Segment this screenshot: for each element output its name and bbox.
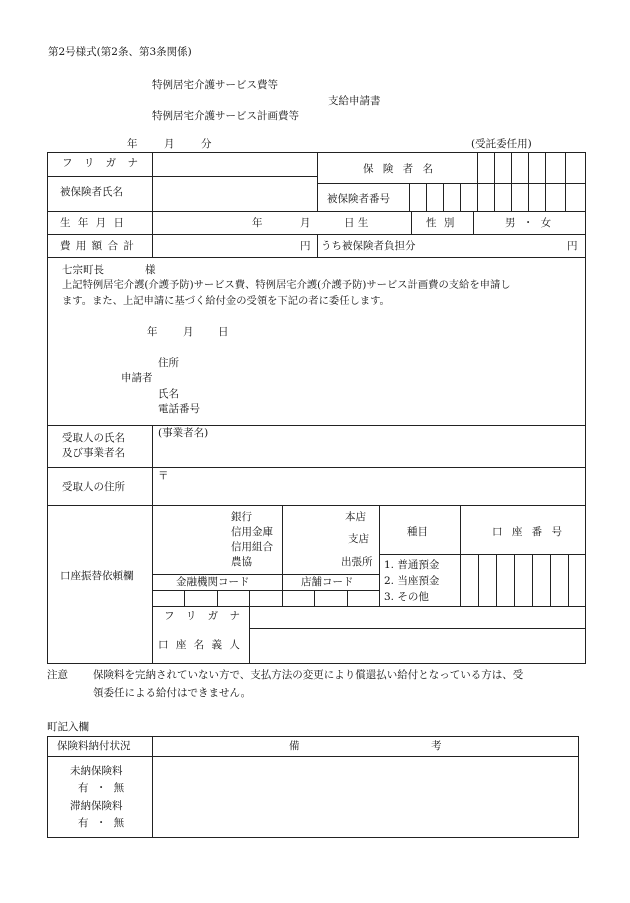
app-date-month: 月 [183,326,194,338]
vline-num-0 [409,183,410,211]
burden-yen: 円 [567,240,578,252]
town-vline [152,736,153,838]
app-date-day: 日 [218,326,229,338]
branch-head: 本店 [345,511,366,523]
label-payment-status: 保険料納付状況 [57,740,131,752]
label-name: 氏名 [158,388,179,400]
label-insured-name: 被保険者氏名 [60,186,123,198]
vline-bank-mid [282,505,283,606]
label-recipient-name-1: 受取人の氏名 [62,432,125,444]
label-recipient-name-2: 及び事業者名 [62,447,125,459]
bank-type-shinkin: 信用金庫 [231,526,273,538]
vline-num-1 [426,183,427,211]
line-furigana [47,176,317,177]
label-phone: 電話番号 [158,403,200,415]
overdue-options[interactable]: 有 ・ 無 [78,817,127,829]
vline-code-2 [217,590,218,606]
label-cost-total: 費 用 額 合 計 [60,240,135,252]
label-unpaid: 未納保険料 [70,765,123,777]
label-address: 住所 [158,357,179,369]
vline-recipient [152,425,153,505]
vline-acct-5 [550,554,551,606]
label-remarks-1: 備 [289,740,300,752]
gender-options[interactable]: 男 ・ 女 [505,217,554,229]
label-remarks-2: 考 [431,740,442,752]
form-title-line1: 特例居宅介護サービス費等 [152,79,278,91]
vline-acct-3 [514,554,515,606]
bank-type-kumiai: 信用組合 [231,541,273,553]
vline-holder [249,606,250,664]
birthdate-month: 月 [300,217,311,229]
line-bank-header [379,554,586,555]
vline-bank-left [152,505,153,664]
application-text-2: ます。また、上記申請に基づく給付金の受領を下記の者に委任します。 [62,295,390,307]
label-applicant: 申請者 [121,372,153,384]
label-recipient-address: 受取人の住所 [62,481,125,493]
label-bank-transfer: 口座振替依頼欄 [60,570,134,582]
line-bank-code2 [152,590,379,591]
line-r3 [47,257,586,258]
vline-num-8 [545,152,546,211]
birthdate-day: 日 生 [344,217,369,229]
birthdate-year: 年 [252,217,263,229]
business-name-field[interactable]: (事業者名) [158,427,209,439]
header-year: 年 [127,138,138,150]
addressee: 七宗町長 [62,264,104,276]
vline-num-5 [494,152,495,211]
delegation-label: (受託委任用) [471,138,532,150]
vline-num-7 [528,152,529,211]
note-line-2: 領委任による給付はできません。 [93,687,252,699]
application-text-1: 上記特例居宅介護(介護予防)サービス費、特例居宅介護(介護予防)サービス計画費の支給を申請し [62,279,511,291]
branch-branch: 支店 [348,533,369,545]
vline-acct-1 [478,554,479,606]
label-insurer-name: 保 険 者 名 [363,163,437,175]
label-insured-number: 被保険者番号 [327,193,390,205]
form-number: 第2号様式(第2条、第3条関係) [48,46,192,58]
note-line-1: 保険料を完納されていない方で、支払方法の変更により償還払い給付となっている方は、受 [93,669,524,681]
vline-acct-6 [568,554,569,606]
town-section-title: 町記入欄 [47,721,89,733]
honorific: 様 [145,264,156,276]
label-burden: うち被保険者負担分 [321,240,416,252]
cost-yen: 円 [300,240,311,252]
label-overdue: 滞納保険料 [70,800,123,812]
bank-type-bank: 銀行 [231,511,252,523]
vline-acct-4 [532,554,533,606]
header-month: 月 [164,138,175,150]
vline-num-4 [477,152,478,211]
line-r4 [47,425,586,426]
line-r6 [47,505,586,506]
vline-label [152,152,153,257]
label-account-number: 口 座 番 号 [492,526,566,538]
line-r5 [47,467,586,468]
vline-cost [317,234,318,257]
town-line-header [47,756,579,757]
vline-bank-type [379,505,380,606]
form-title-right: 支給申請書 [328,95,381,107]
account-type-3[interactable]: 3. その他 [384,591,429,603]
label-birthdate: 生 年 月 日 [60,217,127,229]
vline-num-6 [511,152,512,211]
line-bank-code [152,574,379,575]
vline-code-1 [184,590,185,606]
account-type-2[interactable]: 2. 当座預金 [384,575,440,587]
unpaid-options[interactable]: 有 ・ 無 [78,782,127,794]
vline-num-9 [565,152,566,211]
vline-code-5 [347,590,348,606]
vline-num-2 [443,183,444,211]
vline-gender2 [473,211,474,234]
vline-code-3 [249,590,250,606]
bank-type-nokyo: 農協 [231,556,252,568]
postal-mark: 〒 [158,470,169,482]
label-bank-code: 金融機関コード [176,576,250,588]
vline-num-3 [460,183,461,211]
app-date-year: 年 [147,326,158,338]
header-portion: 分 [201,138,212,150]
line-holder-furigana [249,628,586,629]
line-bank-bottom [152,606,586,607]
vline-code-4 [314,590,315,606]
label-account-holder: 口 座 名 義 人 [158,639,242,651]
label-account-type: 種目 [407,526,428,538]
vline-gender [411,211,412,234]
label-branch-code: 店舗コード [301,576,354,588]
label-holder-furigana: フ リ ガ ナ [164,610,245,622]
label-furigana: フ リ ガ ナ [62,157,143,169]
account-type-1[interactable]: 1. 普通預金 [384,559,440,571]
line-r1 [47,211,586,212]
label-gender: 性 別 [426,217,457,229]
vline-acct-2 [496,554,497,606]
branch-sub: 出張所 [341,556,373,568]
note-label: 注意 [47,669,68,681]
vline-insurer [317,152,318,211]
vline-bank-acct [460,505,461,606]
form-title-line2: 特例居宅介護サービス計画費等 [152,110,299,122]
